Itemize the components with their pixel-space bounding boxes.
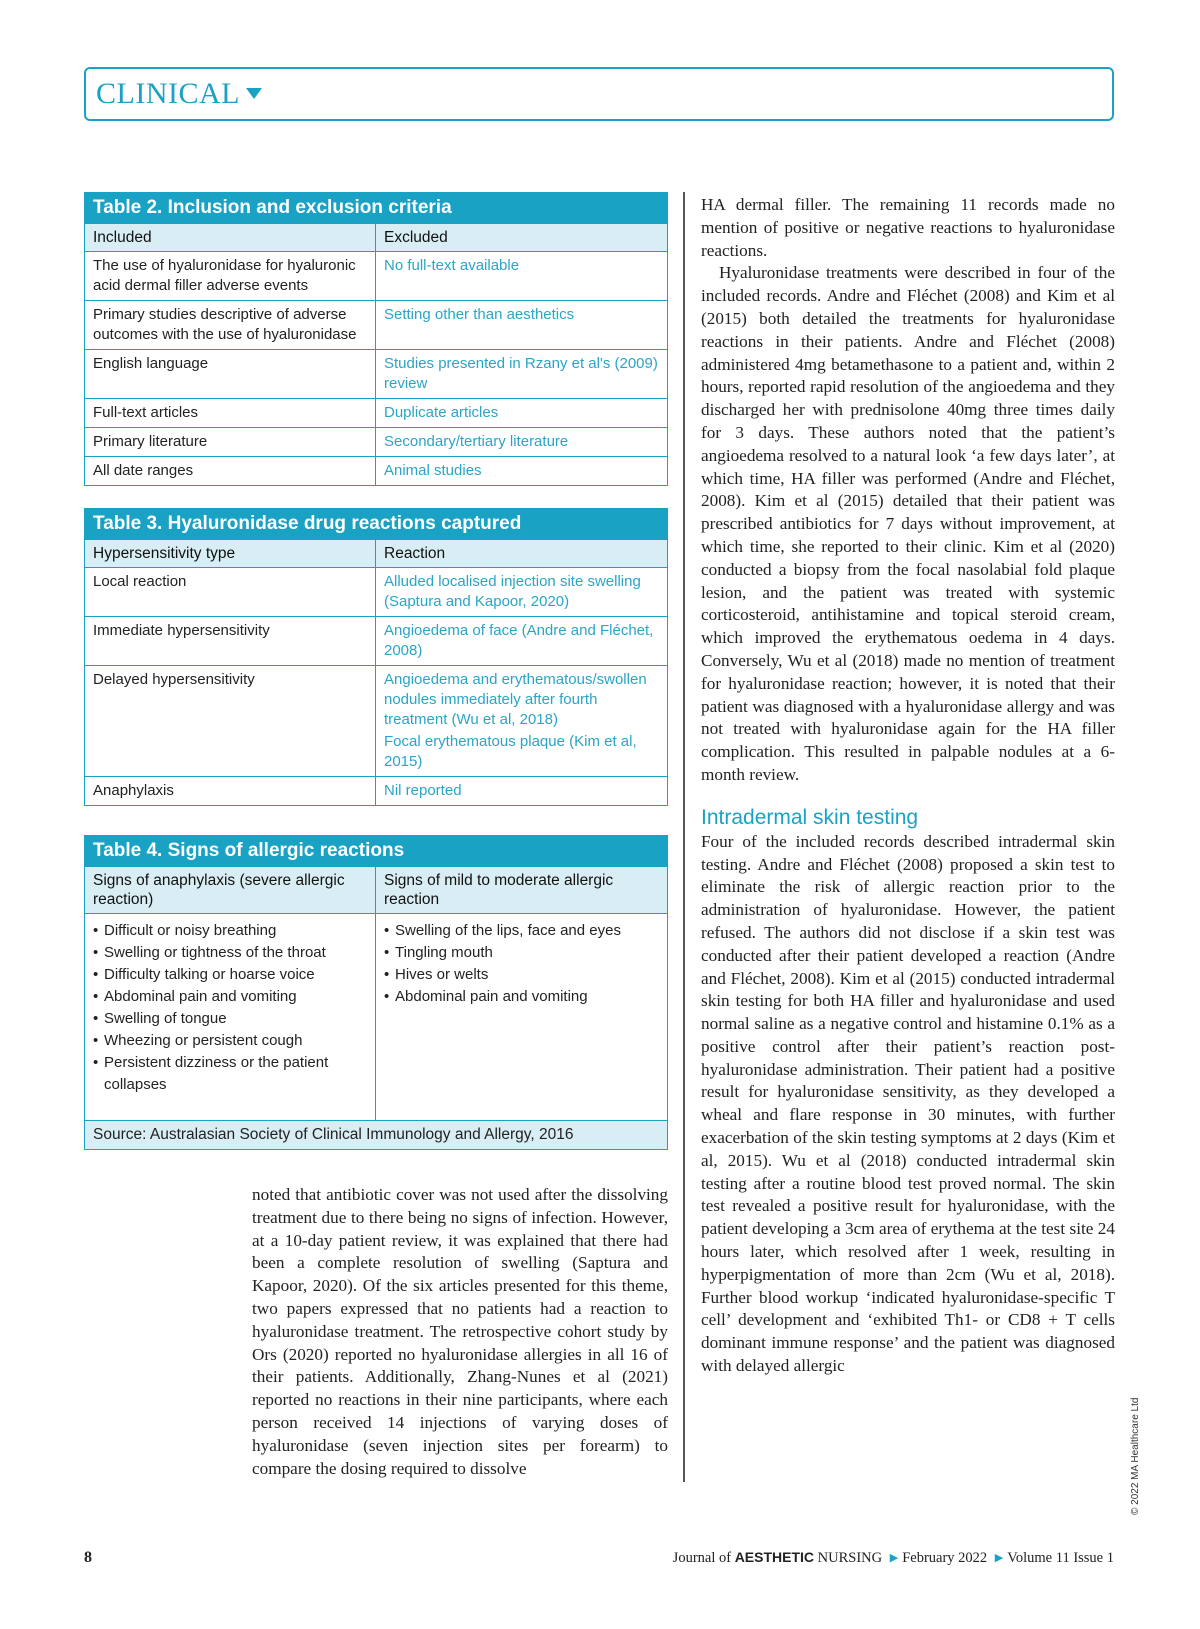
reaction-text: Focal erythematous plaque (Kim et al, 2015) (384, 733, 637, 770)
column-divider (683, 192, 685, 1482)
list-item: • Swelling of the lips, face and eyes (384, 920, 659, 942)
table-cell: Anaphylaxis (85, 777, 376, 805)
journal-suffix: NURSING (814, 1550, 883, 1566)
list-item: • Hives or welts (384, 964, 659, 986)
table-4-header-severe: Signs of anaphylaxis (severe allergic reaction) (85, 867, 376, 913)
table-row (85, 665, 667, 776)
list-item: • Swelling or tightness of the throat (93, 942, 367, 964)
table-2-header-included: Included (85, 224, 376, 251)
table-cell: The use of hyaluronidase for hyaluronic acid dermal filler adverse events (85, 252, 376, 300)
table-cell (376, 777, 667, 805)
table-cell (376, 617, 667, 665)
table-row (85, 616, 667, 665)
table-row (85, 913, 667, 1120)
table-row (85, 427, 667, 456)
reaction-text: Angioedema and erythematous/swollen nodules immediately after fourth treatment (Wu et al, 2018) (384, 671, 647, 728)
section-subheading: Intradermal skin testing (701, 805, 919, 829)
table-row (85, 567, 667, 616)
body-paragraph: HA dermal filler. The remaining 11 records made no mention of positive or negative reactions to hyaluronidase reactions. (701, 195, 1115, 260)
list-item: • Swelling of tongue (93, 1008, 367, 1030)
table-row (85, 349, 667, 398)
table-3 (84, 508, 668, 806)
copyright-notice: © 2022 MA Healthcare Ltd (1130, 1397, 1141, 1515)
table-cell: Animal studies (384, 462, 482, 479)
table-cell (85, 914, 376, 1120)
reaction-text: Nil reported (384, 782, 462, 799)
table-cell (376, 666, 667, 776)
table-4-source: Source: Australasian Society of Clinical Immunology and Allergy, 2016 (85, 1120, 667, 1149)
body-paragraph: noted that antibiotic cover was not used after the dissolving treatment due to there being no signs of infection. However, at a 10-day patient review, it was explained that there had been a complete resolution of swelling (Saptura and Kapoor, 2020). Of the six articles presented for this theme, two papers expressed that no patients had a reaction to hyaluronidase treatment. The retrospective cohort study by Ors (2020) reported no hyaluronidase allergies in all 16 of their patients. Additionally, Zhang-Nunes et al (2021) reported no reactions in their nine participants, where each person received 14 injections of varying doses of hyaluronidase (seven injection sites per forearm) to compare the dosing required to dissolve (252, 1185, 668, 1478)
table-cell: Duplicate articles (384, 404, 499, 421)
list-item: • Abdominal pain and vomiting (384, 986, 659, 1008)
table-2-title: Table 2. Inclusion and exclusion criteria (85, 193, 667, 223)
table-cell: All date ranges (85, 457, 376, 485)
table-4-header (85, 866, 667, 913)
body-paragraph: Four of the included records described intradermal skin testing. Andre and Fléchet (2008) proposed a skin test to eliminate the risk of allergic reaction prior to the administration of hyaluronidase. However, the patient refused. The authors did not disclose if a skin test was conducted after their patient developed a reaction (Andre and Fléchet, 2008). Kim et al (2015) conducted intradermal skin testing for both HA filler and hyaluronidase and used normal saline as a negative control and histamine 0.1% as a positive control after their patient’s reaction post-hyaluronidase administration. Their patient had a positive result for hyaluronidase sensitivity, as they developed a wheal and flare response in 30 minutes, with further exacerbation of the skin testing symptoms at 2 days (Kim et al, 2015). Wu et al (2018) conducted intradermal skin testing after a routine blood test proved normal. The skin test revealed a positive result for hyaluronidase, with the patient developing a 3cm area of erythema at the test site 24 hours later, which resolved after 1 week, resulting in hyperpigmentation of more than 2cm (Wu et al, 2018). Further blood workup ‘indicated hyaluronidase-specific T cell’ development and ‘exhibited Th1- or CD8 + T cells dominant immune response’ and the patient was diagnosed with delayed allergic (701, 831, 1115, 1376)
triangle-down-icon (246, 88, 262, 99)
table-cell: Primary studies descriptive of adverse outcomes with the use of hyaluronidase (85, 301, 376, 349)
table-cell: Studies presented in Rzany et al's (2009) review (384, 355, 658, 392)
table-2 (84, 192, 668, 486)
table-cell: No full-text available (384, 257, 520, 274)
table-row (85, 251, 667, 300)
table-2-header (85, 223, 667, 251)
table-4 (84, 835, 668, 1150)
table-3-header-type: Hypersensitivity type (85, 540, 376, 567)
journal-date: February 2022 (902, 1550, 988, 1566)
table-row (85, 398, 667, 427)
left-column-text (252, 1184, 668, 1480)
journal-prefix: Journal of (672, 1550, 735, 1566)
section-title: CLINICAL (96, 77, 240, 110)
right-column-text (701, 194, 1115, 1378)
list-item: • Difficulty talking or hoarse voice (93, 964, 367, 986)
list-item: • Difficult or noisy breathing (93, 920, 367, 942)
table-4-header-mild: Signs of mild to moderate allergic reaction (384, 872, 614, 908)
list-item: • Persistent dizziness or the patient collapses (93, 1052, 367, 1096)
section-label (96, 77, 262, 111)
list-item: • Wheezing or persistent cough (93, 1030, 367, 1052)
table-3-header (85, 539, 667, 567)
table-row (85, 300, 667, 349)
table-3-title: Table 3. Hyaluronidase drug reactions captured (85, 509, 667, 539)
table-3-header-reaction: Reaction (384, 545, 446, 562)
table-row (85, 776, 667, 805)
triangle-right-icon: ▶ (889, 1552, 899, 1564)
table-row (85, 456, 667, 485)
body-paragraph: Hyaluronidase treatments were described in four of the included records. Andre and Fléchet (2008) and Kim et al (2015) both detailed the treatments for hyaluronidase reactions in their patients. Andre and Fléchet (2008) administered 4mg betamethasone to a patient and, within 2 hours, reported rapid resolution of the angioedema and they discharged her with prednisolone 40mg three times daily for 3 days. These authors noted that the patient’s angioedema resolved to a natural look ‘a few days later’, at which time, HA filler was performed (Andre and Fléchet, 2008). Kim et al (2015) detailed that their patient was prescribed antibiotics for 7 days without improvement, at which time, she reported to their clinic. Kim et al (2020) conducted a biopsy from the focal nasolabial fold plaque lesion, and the patient was treated with systemic corticosteroid, antihistamine and topical steroid cream, which improved the erythematous oedema in 4 days. Conversely, Wu et al (2018) made no mention of treatment for hyaluronidase reaction; however, it is noted that their patient was diagnosed with a hyaluronidase allergy and was not treated with hyaluronidase again for the HA filler complication. This resulted in palpable nodules at a 6-month review. (701, 263, 1115, 784)
journal-volume: Volume 11 Issue 1 (1007, 1550, 1114, 1566)
table-cell: Secondary/tertiary literature (384, 433, 569, 450)
table-cell: English language (85, 350, 376, 398)
page-number: 8 (84, 1549, 92, 1566)
table-4-title: Table 4. Signs of allergic reactions (85, 836, 667, 866)
table-cell: Primary literature (85, 428, 376, 456)
journal-bold: AESTHETIC (734, 1549, 815, 1565)
reaction-text: Angioedema of face (Andre and Fléchet, 2008) (384, 622, 654, 659)
table-cell (376, 914, 667, 1120)
table-cell: Local reaction (85, 568, 376, 616)
table-cell: Full-text articles (85, 399, 376, 427)
table-cell: Setting other than aesthetics (384, 306, 575, 323)
table-cell: Delayed hypersensitivity (85, 666, 376, 776)
list-item: • Abdominal pain and vomiting (93, 986, 367, 1008)
severe-signs-list (93, 920, 367, 1096)
triangle-right-icon: ▶ (994, 1552, 1004, 1564)
section-header (84, 67, 1114, 121)
table-2-header-excluded: Excluded (384, 229, 448, 246)
table-cell: Immediate hypersensitivity (85, 617, 376, 665)
mild-signs-list (384, 920, 659, 1008)
reaction-text: Alluded localised injection site swelling (Saptura and Kapoor, 2020) (384, 573, 641, 610)
list-item: • Tingling mouth (384, 942, 659, 964)
table-cell (376, 568, 667, 616)
journal-footer (673, 1549, 1114, 1567)
